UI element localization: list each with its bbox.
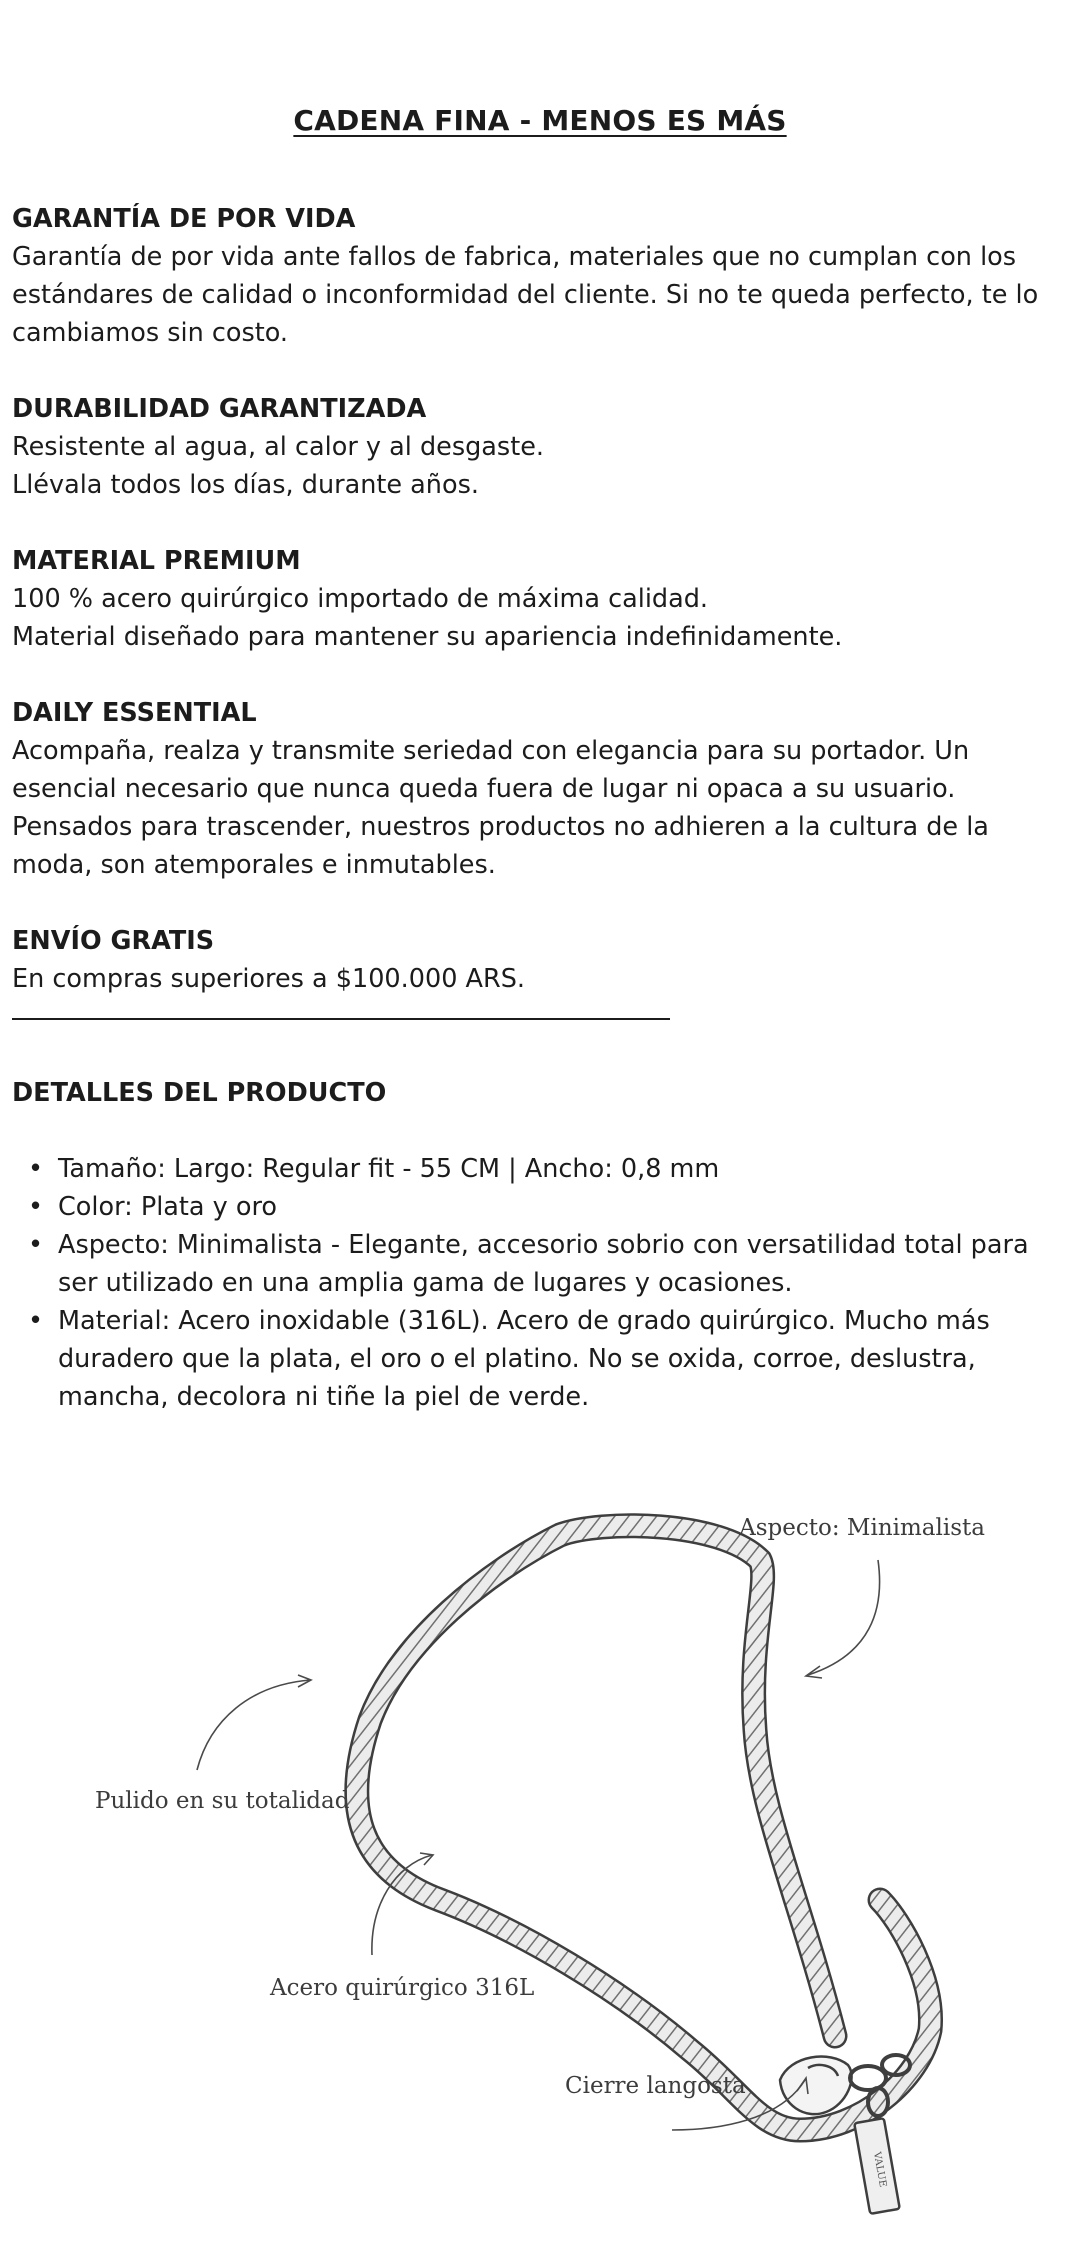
details-heading: DETALLES DEL PRODUCTO <box>12 1078 387 1108</box>
list-item: • Material: Acero inoxidable (316L). Acero de grado quirúrgico. Mucho más duradero que la plata, el oro o el platino. No se oxida, corroe, deslustra, mancha, decolora ni tiñe la piel de verde. <box>58 1302 1068 1416</box>
arrowhead <box>806 1666 822 1678</box>
label-cierre: Cierre langosta <box>565 2073 746 2099</box>
arrow-aspecto <box>808 1560 880 1675</box>
section-daily-essential <box>12 694 1068 884</box>
section-text: Resistente al agua, al calor y al desgaste. <box>12 432 544 462</box>
list-item: • Tamaño: Largo: Regular fit - 55 CM | Ancho: 0,8 mm <box>58 1150 1068 1188</box>
label-acero: Acero quirúrgico 316L <box>270 1975 535 2001</box>
list-item: • Color: Plata y oro <box>58 1188 1068 1226</box>
section-text: Garantía de por vida ante fallos de fabrica, materiales que no cumplan con los estándares de calidad o inconformidad del cliente. Si no te queda perfecto, te lo cambiamos sin costo. <box>12 242 1039 348</box>
section-text: Material diseñado para mantener su apariencia indefinidamente. <box>12 622 843 652</box>
section-envio <box>12 922 1068 998</box>
list-item: • Aspecto: Minimalista - Elegante, accesorio sobrio con versatilidad total para ser utilizado en una amplia gama de lugares y ocasiones. <box>58 1226 1068 1302</box>
arrow-pulido <box>197 1680 310 1770</box>
divider <box>12 1018 670 1020</box>
section-heading: DURABILIDAD GARANTIZADA <box>12 394 427 424</box>
section-text: Llévala todos los días, durante años. <box>12 470 479 500</box>
section-text: 100 % acero quirúrgico importado de máxima calidad. <box>12 584 709 614</box>
section-text: En compras superiores a $100.000 ARS. <box>12 964 525 994</box>
label-pulido: Pulido en su totalidad <box>95 1788 350 1814</box>
section-heading: DAILY ESSENTIAL <box>12 698 257 728</box>
tag-text: VALUE <box>870 2151 888 2189</box>
description-content <box>12 200 1068 1416</box>
section-material <box>12 542 1068 656</box>
chain-illustration <box>0 1480 1080 2260</box>
product-illustration <box>0 1480 1080 2260</box>
details-list <box>12 1150 1068 1416</box>
section-garantia <box>12 200 1068 352</box>
section-heading: ENVÍO GRATIS <box>12 926 215 956</box>
section-durabilidad <box>12 390 1068 504</box>
section-heading: MATERIAL PREMIUM <box>12 546 301 576</box>
section-text: Acompaña, realza y transmite seriedad con elegancia para su portador. Un esencial necesario que nunca queda fuera de lugar ni opaca a su usuario. Pensados para trascender, nuestros productos no adhieren a la cultura de la moda, son atemporales e inmutables. <box>12 736 989 880</box>
brand-tag <box>854 2118 900 2214</box>
label-aspecto: Aspecto: Minimalista <box>739 1515 985 1541</box>
page-title: CADENA FINA - MENOS ES MÁS <box>293 104 787 137</box>
section-heading: GARANTÍA DE POR VIDA <box>12 204 356 234</box>
